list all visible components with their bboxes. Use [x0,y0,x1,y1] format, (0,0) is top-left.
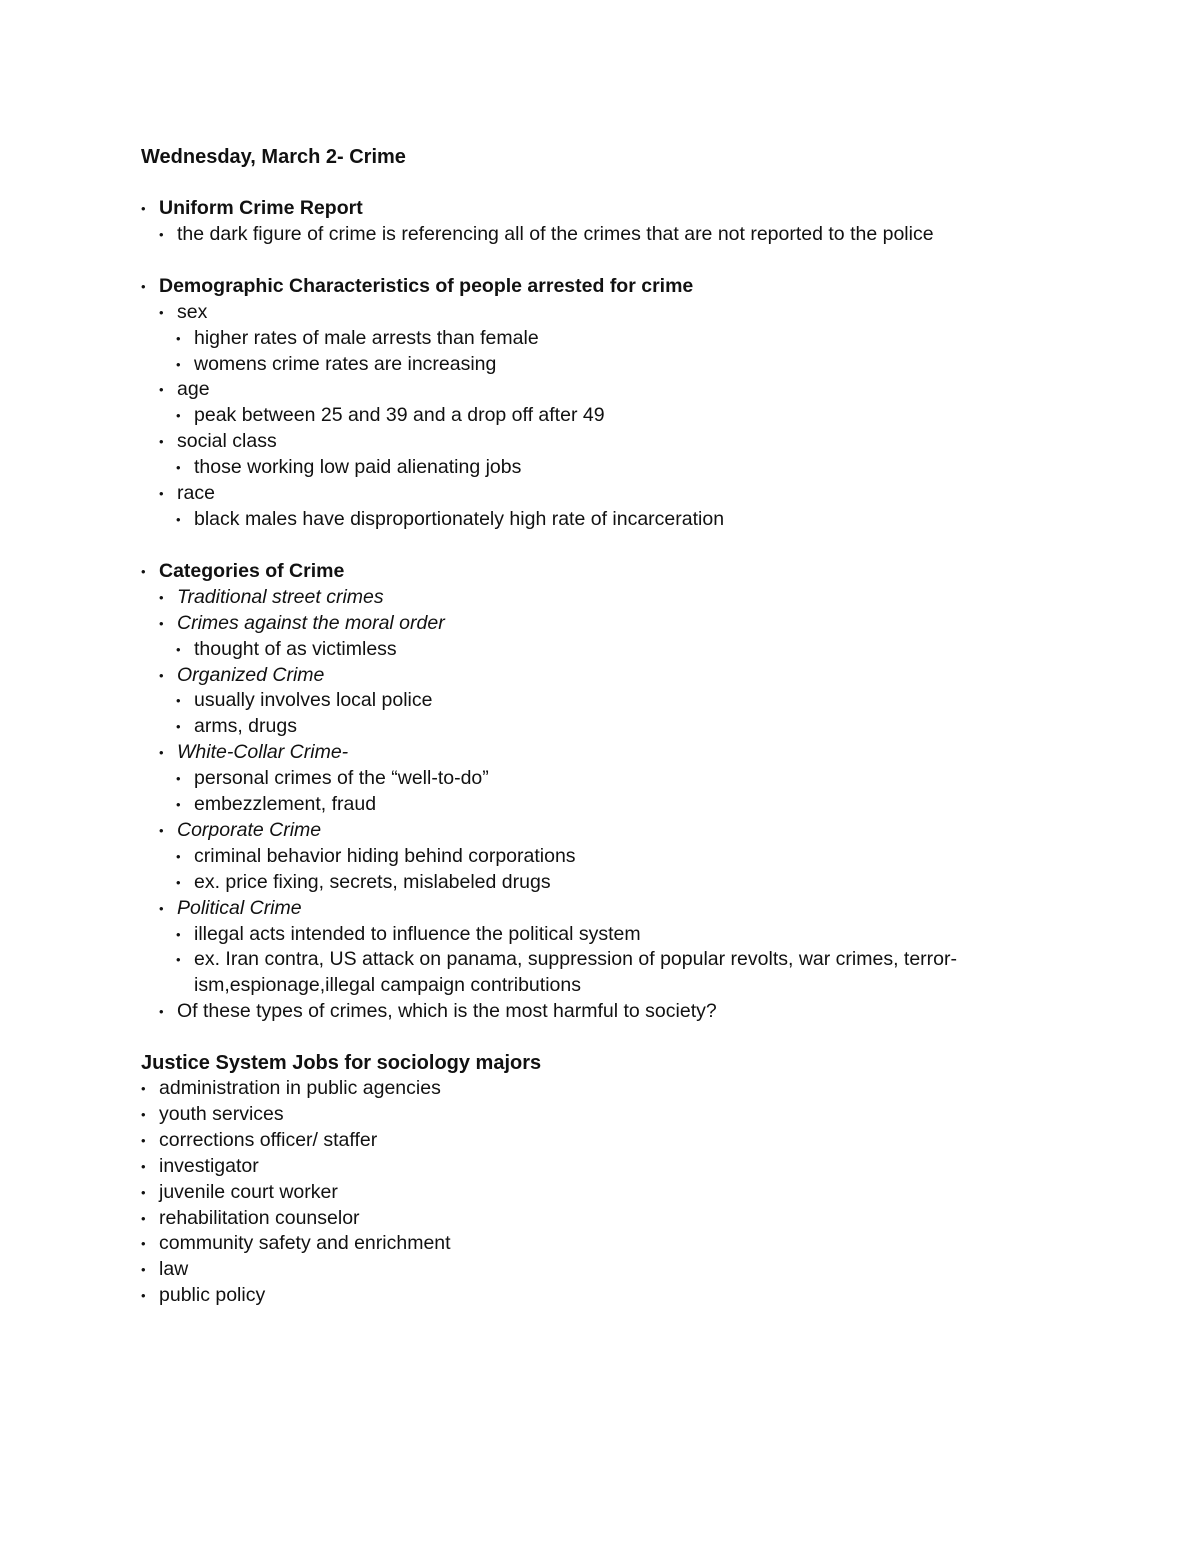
list-item: • embezzlement, fraud [141,792,1061,818]
page-title: Wednesday, March 2- Crime [141,146,406,168]
sub-heading-corporate-crime: • Corporate Crime [141,818,1061,844]
heading-demographic-characteristics: • Demographic Characteristics of people arrested for crime [141,274,1061,300]
sub-heading-age: • age [141,377,1061,403]
list-item: • black males have disproportionately high rate of incarceration [141,507,1061,533]
heading-uniform-crime-report: • Uniform Crime Report [141,196,1061,222]
list-item: • rehabilitation counselor [141,1206,451,1232]
sub-heading-white-collar-crime: • White-Collar Crime- [141,740,1061,766]
list-item: • juvenile court worker [141,1180,451,1206]
list-item: • ex. price fixing, secrets, mislabeled drugs [141,870,1061,896]
sub-heading-political-crime: • Political Crime [141,896,1061,922]
sub-heading-organized-crime: • Organized Crime [141,663,1061,689]
list-item: • the dark figure of crime is referencing all of the crimes that are not reported to the police [141,222,1061,248]
list-item: • usually involves local police [141,688,1061,714]
sub-heading-social-class: • social class [141,429,1061,455]
list-item: • those working low paid alienating jobs [141,455,1061,481]
list-item: • womens crime rates are increasing [141,352,1061,378]
list-item: • corrections officer/ staffer [141,1128,451,1154]
list-item: • administration in public agencies [141,1076,451,1102]
discussion-question: • Of these types of crimes, which is the most harmful to society? [141,999,1061,1025]
list-item: • criminal behavior hiding behind corporations [141,844,1061,870]
list-item: • arms, drugs [141,714,1061,740]
list-item: • public policy [141,1283,451,1309]
sub-heading-moral-order: • Crimes against the moral order [141,611,1061,637]
jobs-heading: Justice System Jobs for sociology majors [141,1052,542,1074]
jobs-list [141,1076,451,1309]
heading-categories-of-crime: • Categories of Crime [141,559,1061,585]
sub-heading-sex: • sex [141,300,1061,326]
list-item: • investigator [141,1154,451,1180]
sub-heading-traditional-street-crimes: • Traditional street crimes [141,585,1061,611]
notes-outline [141,196,1061,1025]
list-item: • ex. Iran contra, US attack on panama, suppression of popular revolts, war crimes, terror-ism,espionage,illegal campaign contributions [141,947,1061,999]
list-item: • community safety and enrichment [141,1231,451,1257]
list-item: • personal crimes of the “well-to-do” [141,766,1061,792]
list-item: • higher rates of male arrests than female [141,326,1061,352]
list-item: • illegal acts intended to influence the political system [141,922,1061,948]
sub-heading-race: • race [141,481,1061,507]
list-item: • peak between 25 and 39 and a drop off after 49 [141,403,1061,429]
list-item: • thought of as victimless [141,637,1061,663]
list-item: • law [141,1257,451,1283]
list-item: • youth services [141,1102,451,1128]
